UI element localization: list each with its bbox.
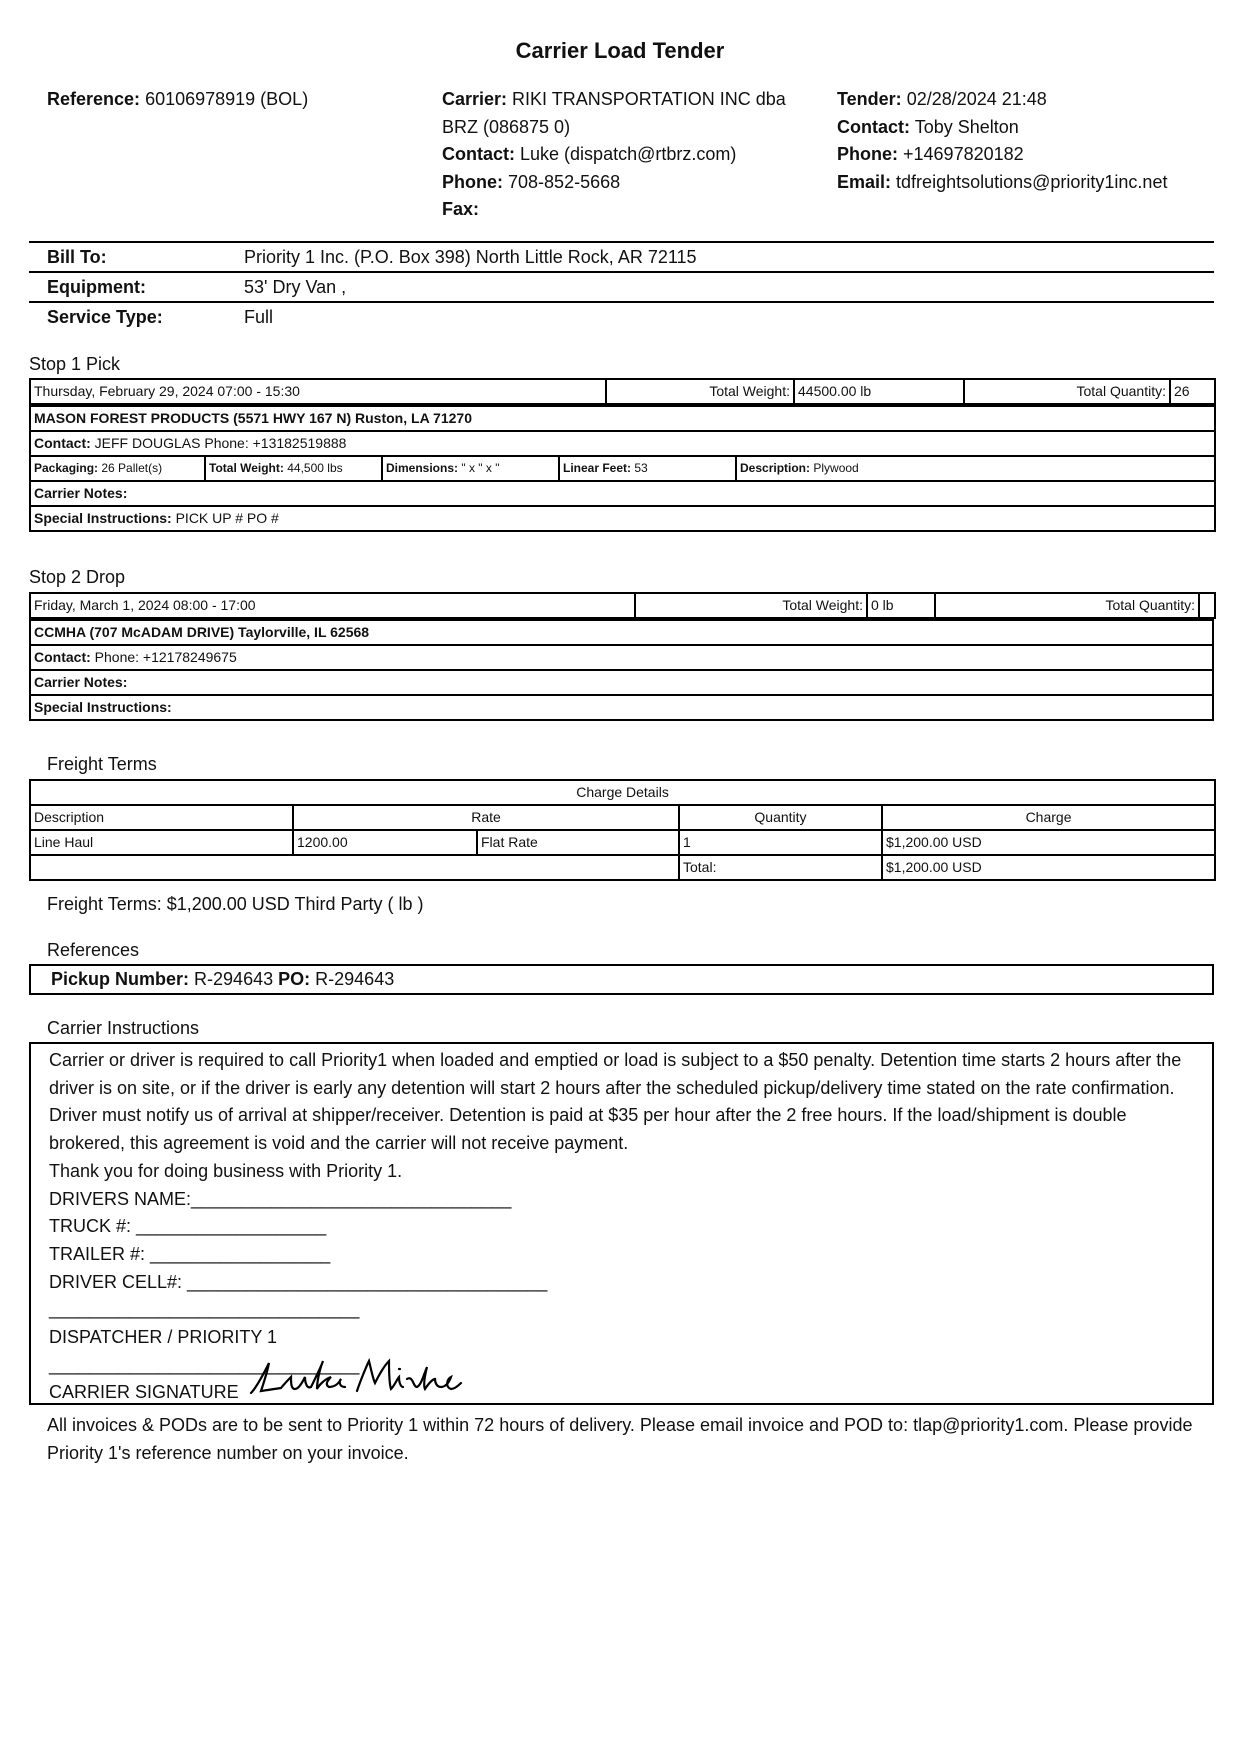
stop1-carrier-notes: Carrier Notes: [30,481,1215,506]
stop1-contact-label: Contact: [34,435,91,451]
broker-phone-label: Phone: [837,144,898,164]
stop1-special-instructions [30,506,1215,531]
total-row [30,855,1215,880]
row-rate: 1200.00 [293,830,477,855]
reference-value: 60106978919 (BOL) [145,89,309,109]
broker-contact-value: Toby Shelton [914,116,1019,137]
stop2-special-instructions: Special Instructions: [30,695,1213,720]
stop1-linear-feet [559,456,736,481]
tender-value: 02/28/2024 21:48 [906,89,1047,109]
carrier-phone-label: Phone: [442,171,503,192]
stop2-contact-label: Contact: [34,649,91,665]
stop1-special-instructions-value: PICK UP # PO # [175,510,279,526]
stop1-contact [30,431,1215,456]
total-spacer [30,855,679,880]
carrier-label: Carrier: [442,89,508,109]
charge-row [30,830,1215,855]
total-label: Total: [679,855,882,880]
carrier-signature-label: CARRIER SIGNATURE [49,1382,239,1403]
stop1-packaging [30,456,205,481]
freight-terms-line: Freight Terms: $1,200.00 USD Third Party ( lb ) [47,894,424,914]
pickup-number-label: Pickup Number: [51,969,190,989]
carrier-value-line1: RIKI TRANSPORTATION INC dba [512,89,786,109]
packaging-label: Packaging: [34,461,99,475]
dimensions-value: " x " x " [461,461,500,475]
carrier-phone-value: 708-852-5668 [508,171,621,192]
stop2-detail-table [29,619,1214,721]
instructions-heading: Carrier Instructions [47,1018,200,1038]
stop1-total-quantity-label: Total Quantity: [964,379,1170,404]
trailer-field: TRAILER #: __________________ [49,1243,331,1264]
broker-email-value: tdfreightsolutions@priority1inc.net [896,171,1168,192]
freight-heading: Freight Terms [47,754,157,774]
stop2-total-weight-label: Total Weight: [635,593,867,618]
weight-value: 44,500 lbs [287,461,343,475]
stop2-contact-value: Phone: +12178249675 [94,649,237,665]
bill-to-value: Priority 1 Inc. (P.O. Box 398) North Little Rock, AR 72115 [244,247,697,267]
handwritten-signature [245,1357,465,1401]
carrier-contact-value: Luke (dispatch@rtbrz.com) [520,144,737,164]
stop1-contact-value: JEFF DOUGLAS Phone: +13182519888 [94,435,347,451]
row-quantity: 1 [679,830,882,855]
stop1-weight [205,456,382,481]
po-value: R-294643 [315,969,395,989]
equipment-row [29,271,1214,301]
signature-svg [245,1357,465,1401]
description-label: Description: [740,461,811,475]
carrier-value-line2: BRZ (086875 0) [442,116,571,137]
stop1-total-weight-value: 44500.00 lb [794,379,964,404]
broker-contact-label: Contact: [837,116,910,137]
description-value: Plywood [813,461,859,475]
total-value: $1,200.00 USD [882,855,1215,880]
dispatcher-signature-line: _______________________________ [49,1299,360,1320]
reference-block [47,86,427,114]
service-type-row [29,301,1214,331]
service-type-label: Service Type: [47,307,163,327]
stop1-location: MASON FOREST PRODUCTS (5571 HWY 167 N) Ruston, LA 71270 [30,406,1215,431]
linear-feet-value: 53 [634,461,648,475]
stop2-heading: Stop 2 Drop [29,567,126,587]
instructions-box [29,1042,1214,1405]
dimensions-label: Dimensions: [386,461,459,475]
stop2-carrier-notes: Carrier Notes: [30,670,1213,695]
col-rate: Rate [293,805,679,830]
broker-phone-value: +14697820182 [903,144,1024,164]
bill-to-row [29,241,1214,271]
bill-to-label: Bill To: [47,247,107,267]
stop1-special-instructions-label: Special Instructions: [34,510,172,526]
stop1-header-table [29,378,1216,405]
stop1-description [736,456,1215,481]
carrier-signature-row [31,1379,1212,1407]
equipment-label: Equipment: [47,277,146,297]
service-type-value: Full [244,307,274,327]
dispatcher-label: DISPATCHER / PRIORITY 1 [49,1327,278,1348]
stop2-contact [30,645,1213,670]
row-description: Line Haul [30,830,293,855]
footer-note: All invoices & PODs are to be sent to Priority 1 within 72 hours of delivery. Please email invoice and POD to: tlap@priority1.com. Please provide Priority 1's reference number on your invoice. [47,1415,1193,1463]
po-label: PO: [278,969,311,989]
stop2-header-table [29,592,1216,619]
tender-label: Tender: [837,89,902,109]
packaging-value: 26 Pallet(s) [101,461,163,475]
reference-label: Reference: [47,89,141,109]
driver-cell-field: DRIVER CELL#: ____________________________________ [49,1271,548,1292]
carrier-fax-label: Fax: [442,199,480,219]
pickup-number-value: R-294643 [194,969,274,989]
drivers-name-field: DRIVERS NAME:________________________________ [49,1188,512,1209]
instructions-paragraph: Carrier or driver is required to call Priority1 when loaded and emptied or load is subject to a $50 penalty. Detention time starts 2 hours after the driver is on site, or if the driver is early any detention will start 2 hours after the scheduled pickup/delivery time stated on the rate confirmation. Driver must notify us of arrival at shipper/receiver. Detention is paid at $35 per hour after the 2 free hours. If the load/shipment is double brokered, this agreement is void and the carrier will not receive payment. [49,1050,1182,1154]
row-charge: $1,200.00 USD [882,830,1215,855]
billing-block [29,241,1214,331]
thanks-line: Thank you for doing business with Priority 1. [49,1160,403,1181]
stop1-datetime: Thursday, February 29, 2024 07:00 - 15:30 [30,379,606,404]
stop1-heading: Stop 1 Pick [29,354,121,374]
references-heading: References [47,940,140,960]
charge-details-table [29,779,1216,881]
stop2-datetime: Friday, March 1, 2024 08:00 - 17:00 [30,593,635,618]
stop2-total-quantity-value [1199,593,1215,618]
charge-details-title: Charge Details [30,780,1215,805]
carrier-signature-line: _______________________________ [49,1354,360,1375]
stop2-location: CCMHA (707 McADAM DRIVE) Taylorville, IL 62568 [30,620,1213,645]
references-box [29,964,1214,995]
stop1-total-quantity-value: 26 [1170,379,1215,404]
linear-feet-label: Linear Feet: [563,461,632,475]
carrier-contact-label: Contact: [442,144,515,164]
carrier-block [442,86,802,224]
stop1-dimensions [382,456,559,481]
col-charge: Charge [882,805,1215,830]
col-description: Description [30,805,293,830]
stop1-total-weight-label: Total Weight: [606,379,794,404]
stop1-detail-table [29,405,1216,532]
truck-field: TRUCK #: ___________________ [49,1216,327,1237]
tender-block [837,86,1217,196]
page-title: Carrier Load Tender [515,38,725,63]
equipment-value: 53' Dry Van , [244,277,347,297]
broker-email-label: Email: [837,171,892,192]
stop2-total-weight-value: 0 lb [867,593,935,618]
col-quantity: Quantity [679,805,882,830]
row-rate-type: Flat Rate [477,830,679,855]
stop2-total-quantity-label: Total Quantity: [935,593,1199,618]
weight-label: Total Weight: [209,461,284,475]
